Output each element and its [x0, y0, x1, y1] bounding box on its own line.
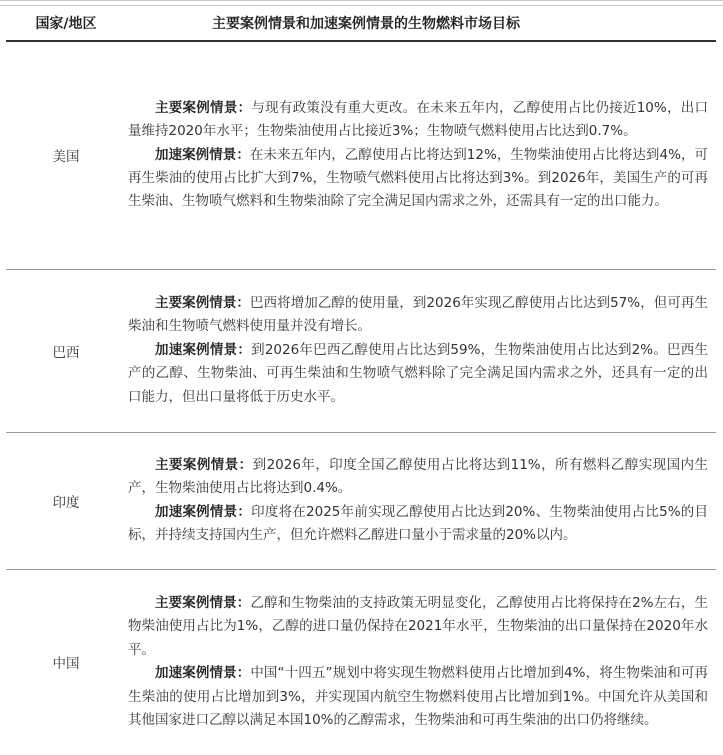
table-row: [6, 269, 716, 432]
target-cell: [126, 432, 716, 569]
accelerated-scenario-label: 加速案例情景：: [155, 341, 252, 358]
accelerated-scenario-label: 加速案例情景：: [155, 503, 252, 520]
biofuel-targets-table: [6, 6, 716, 755]
accelerated-scenario-text: 到2026年巴西乙醇使用占比达到59%，生物柴油使用占比达到2%。巴西生产的乙醇、生物柴油、可再生柴油和生物喷气燃料除了完全满足国内需求之外，还具有一定的出口能力，但出口量将低于历史水平。: [128, 341, 709, 405]
main-scenario-label: 主要案例情景：: [155, 294, 250, 311]
country-cell: 中国: [52, 656, 80, 673]
accelerated-scenario-paragraph: [128, 501, 708, 548]
accelerated-scenario-text: 印度将在2025年前实现乙醇使用占比达到20%、生物柴油使用占比5%的目标，并持续支持国内生产，但允许燃料乙醇进口量小于需求量的20%以内。: [128, 503, 709, 543]
accelerated-scenario-text: 中国“十四五”规划中将实现生物燃料使用占比增加到4%，将生物柴油和可再生柴油的使用占比增加到3%，并实现国内航空生物燃料使用占比增加到1%。中国允许从美国和其他国家进口乙醇以满足本国10%的乙醇需求，生物柴油和可再生柴油的出口仍将继续。: [128, 665, 709, 729]
target-cell: [126, 569, 716, 755]
accelerated-scenario-text: 在未来五年内，乙醇使用占比将达到12%，生物柴油使用占比将达到4%，可再生柴油的使用占比扩大到7%，生物喷气燃料使用占比将达到3%。到2026年，美国生产的可再生柴油、生物喷气燃料和生物柴油除了完全满足国内需求之外，还需具有一定的出口能力。: [128, 146, 709, 210]
main-scenario-paragraph: [128, 97, 708, 144]
accelerated-scenario-paragraph: [128, 339, 708, 409]
main-scenario-label: 主要案例情景：: [155, 99, 252, 116]
main-scenario-paragraph: [128, 454, 708, 501]
main-scenario-paragraph: [128, 292, 708, 339]
main-scenario-text: 到2026年，印度全国乙醇使用占比将达到11%，所有燃料乙醇实现国内生产，生物柴油使用占比将达到0.4%。: [128, 456, 708, 497]
main-scenario-paragraph: [128, 592, 708, 662]
main-scenario-text: 巴西将增加乙醇的使用量，到2026年实现乙醇使用占比达到57%，但可再生柴油和生物喷气燃料使用量并没有增长。: [128, 294, 708, 335]
target-cell: [126, 41, 716, 269]
accelerated-scenario-paragraph: [128, 144, 708, 214]
table-row: [6, 432, 716, 569]
header-target: 主要案例情景和加速案例情景的生物燃料市场目标: [126, 6, 716, 41]
header-country: 国家/地区: [6, 6, 126, 41]
country-cell: 巴西: [6, 269, 126, 432]
table-row: [6, 41, 716, 269]
target-cell: [126, 269, 716, 432]
country-cell: 印度: [6, 432, 126, 569]
accelerated-scenario-paragraph: [128, 662, 708, 732]
header-row: [6, 6, 716, 41]
main-scenario-text: 与现有政策没有重大更改。在未来五年内，乙醇使用占比仍接近10%，出口量维持2020年水平；生物柴油使用占比接近3%；生物喷气燃料使用占比达到0.7%。: [128, 99, 708, 140]
table-row: [6, 569, 716, 755]
main-scenario-label: 主要案例情景：: [155, 456, 253, 473]
accelerated-scenario-label: 加速案例情景：: [155, 146, 250, 163]
country-cell: 美国: [6, 41, 126, 269]
accelerated-scenario-label: 加速案例情景：: [155, 665, 251, 682]
main-scenario-label: 主要案例情景：: [155, 595, 251, 612]
main-scenario-text: 乙醇和生物柴油的支持政策无明显变化，乙醇使用占比将保持在2%左右，生物柴油使用占比为1%，乙醇的进口量仍保持在2021年水平，生物柴油的出口量保持在2020年水平。: [128, 595, 709, 658]
